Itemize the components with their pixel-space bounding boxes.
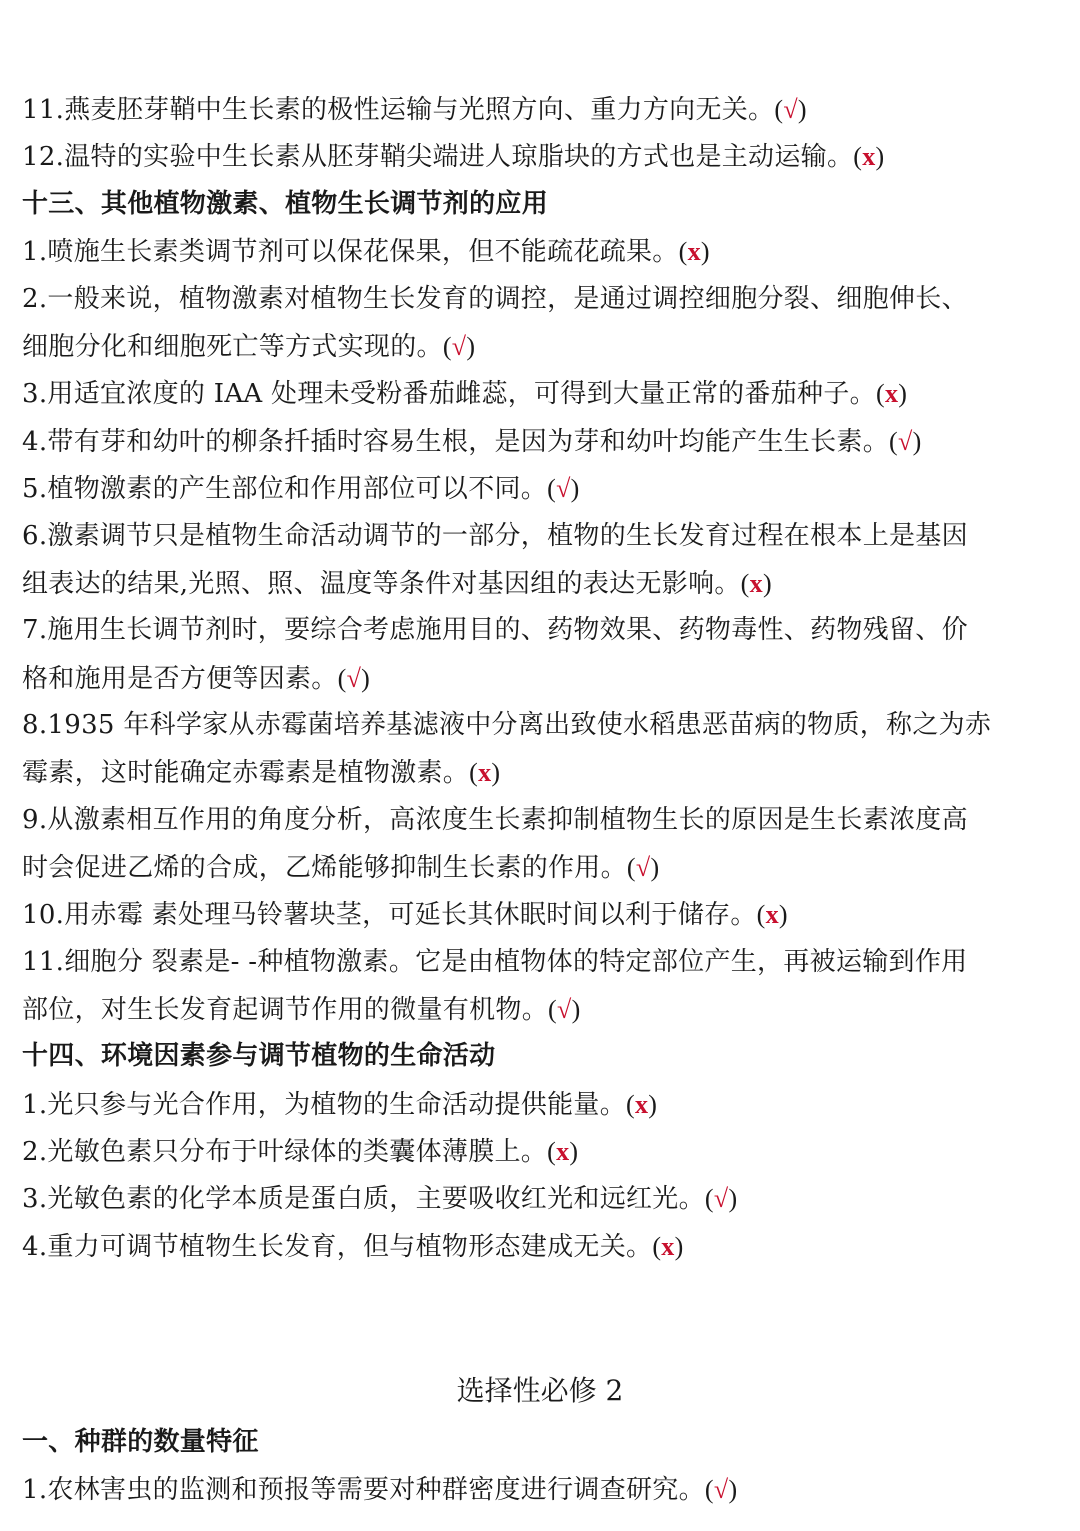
line-text: 8.1935 年科学家从赤霉菌培养基滤液中分离出致使水稻患恶苗病的物质，称之为赤 bbox=[22, 710, 992, 740]
section-heading bbox=[22, 1419, 1067, 1466]
wrong-mark: (x) bbox=[875, 379, 908, 408]
line-text: 2.光敏色素只分布于叶绿体的类囊体薄膜上。 bbox=[22, 1137, 548, 1167]
section-title: 选择性必修 2 bbox=[456, 1374, 624, 1407]
line-text: 十四、环境因素参与调节植物的生命活动 bbox=[22, 1041, 496, 1071]
question-line bbox=[22, 276, 1067, 323]
question-line bbox=[22, 418, 1067, 466]
line-text: 一、种群的数量特征 bbox=[22, 1427, 259, 1457]
question-line bbox=[22, 323, 1067, 371]
question-line bbox=[22, 1175, 1067, 1223]
line-text: 组表达的结果,光照、照、温度等条件对基因组的表达无影响。 bbox=[22, 569, 741, 599]
correct-mark: (√) bbox=[442, 332, 476, 361]
question-line bbox=[22, 1128, 1067, 1176]
line-text: 部位，对生长发育起调节作用的微量有机物。 bbox=[22, 995, 549, 1025]
line-text: 11.燕麦胚芽鞘中生长素的极性运输与光照方向、重力方向无关。 bbox=[22, 95, 775, 125]
line-text: 2.一般来说，植物激素对植物生长发育的调控，是通过调控细胞分裂、细胞伸长、 bbox=[22, 284, 968, 314]
line-text: 10.用赤霉 素处理马铃薯块茎，可延长其休眠时间以利于储存。 bbox=[22, 900, 757, 930]
line-text: 6.激素调节只是植物生命活动调节的一部分，植物的生长发育过程在根本上是基因 bbox=[22, 521, 968, 551]
question-line bbox=[22, 1081, 1067, 1129]
question-line bbox=[22, 1466, 1067, 1514]
correct-mark: (√) bbox=[337, 664, 371, 693]
question-line bbox=[22, 607, 1067, 654]
question-line bbox=[22, 939, 1067, 986]
line-text: 1.农林害虫的监测和预报等需要对种群密度进行调查研究。 bbox=[22, 1475, 705, 1505]
line-text: 9.从激素相互作用的角度分析，高浓度生长素抑制植物生长的原因是生长素浓度高 bbox=[22, 805, 968, 835]
line-text: 3.用适宜浓度的 IAA 处理未受粉番茄雌蕊，可得到大量正常的番茄种子。 bbox=[22, 379, 876, 409]
line-text: 7.施用生长调节剂时，要综合考虑施用目的、药物效果、药物毒性、药物残留、价 bbox=[22, 615, 968, 645]
line-text: 3.光敏色素的化学本质是蛋白质，主要吸收红光和远红光。 bbox=[22, 1184, 705, 1214]
line-text: 十三、其他植物激素、植物生长调节剂的应用 bbox=[22, 189, 549, 219]
correct-mark: (√) bbox=[548, 995, 581, 1024]
section-heading bbox=[22, 1033, 1067, 1080]
question-line bbox=[22, 655, 1067, 703]
line-text: 4.重力可调节植物生长发育，但与植物形态建成无关。 bbox=[22, 1232, 653, 1262]
wrong-mark: (x) bbox=[652, 1232, 684, 1261]
correct-mark: (√) bbox=[704, 1475, 738, 1504]
question-line bbox=[22, 86, 1067, 134]
wrong-mark: (x) bbox=[756, 900, 788, 929]
line-text: 1.喷施生长素类调节剂可以保花保果，但不能疏花疏果。 bbox=[22, 237, 679, 267]
question-line bbox=[22, 986, 1067, 1034]
question-line bbox=[22, 560, 1067, 608]
line-text: 5.植物激素的产生部位和作用部位可以不同。 bbox=[22, 474, 548, 504]
question-line bbox=[22, 891, 1067, 939]
question-line bbox=[22, 1223, 1067, 1271]
line-text: 1.光只参与光合作用，为植物的生命活动提供能量。 bbox=[22, 1090, 627, 1120]
correct-mark: (√) bbox=[889, 427, 922, 456]
wrong-mark: (x) bbox=[547, 1137, 579, 1166]
correct-mark: (√) bbox=[547, 474, 580, 503]
correct-mark: (√) bbox=[626, 853, 660, 882]
wrong-mark: (x) bbox=[740, 569, 772, 598]
correct-mark: (√) bbox=[704, 1184, 738, 1213]
question-line bbox=[22, 513, 1067, 560]
question-line bbox=[22, 702, 1067, 749]
wrong-mark: (x) bbox=[469, 758, 501, 787]
line-text: 11.细胞分 裂素是- -种植物激素。它是由植物体的特定部位产生，再被运输到作用 bbox=[22, 947, 968, 977]
line-text: 霉素，这时能确定赤霉素是植物激素。 bbox=[22, 758, 470, 788]
line-text: 12.温特的实验中生长素从胚芽鞘尖端进人琼脂块的方式也是主动运输。 bbox=[22, 142, 854, 172]
question-line bbox=[22, 749, 1067, 797]
wrong-mark: (x) bbox=[853, 142, 885, 171]
line-text: 格和施用是否方便等因素。 bbox=[22, 664, 338, 694]
line-text: 4.带有芽和幼叶的柳条扦插时容易生根，是因为芽和幼叶均能产生生长素。 bbox=[22, 427, 890, 457]
section-heading bbox=[22, 181, 1067, 228]
question-line bbox=[22, 465, 1067, 513]
correct-mark: (√) bbox=[774, 95, 807, 124]
question-line bbox=[22, 797, 1067, 844]
wrong-mark: (x) bbox=[626, 1090, 658, 1119]
question-line bbox=[22, 370, 1067, 418]
question-line bbox=[22, 228, 1067, 276]
line-text: 时会促进乙烯的合成，乙烯能够抑制生长素的作用。 bbox=[22, 853, 627, 883]
question-line bbox=[22, 133, 1067, 181]
line-text: 细胞分化和细胞死亡等方式实现的。 bbox=[22, 332, 443, 362]
question-line bbox=[22, 844, 1067, 892]
wrong-mark: (x) bbox=[678, 237, 710, 266]
